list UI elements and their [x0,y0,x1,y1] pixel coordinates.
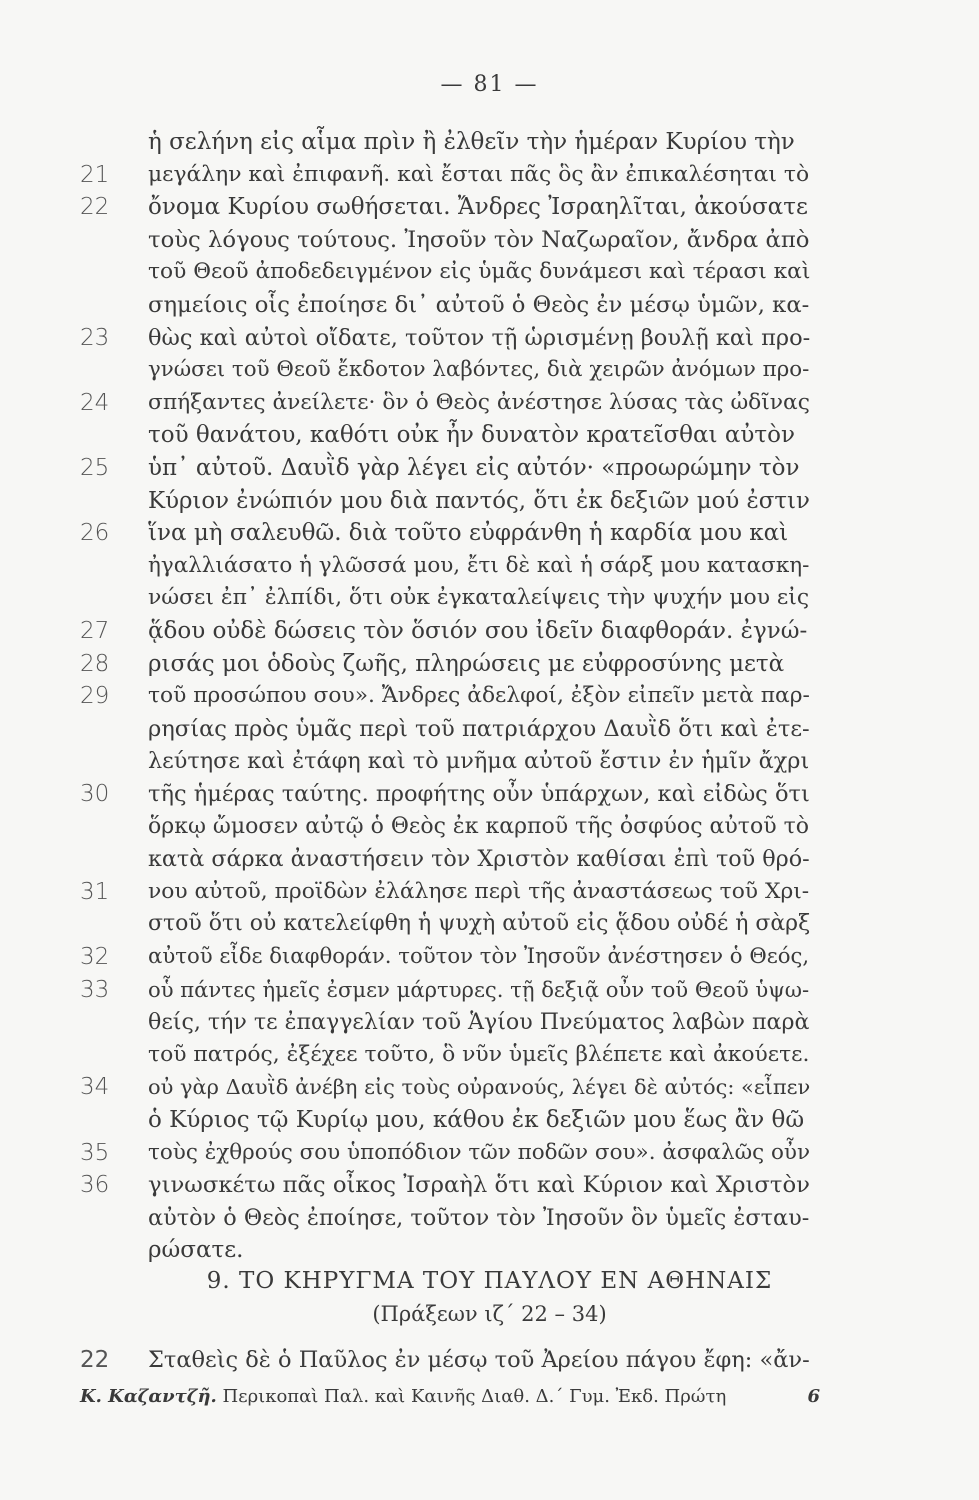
text-line: ὁ Κύριος τῷ Κυρίῳ μου, κάθου ἐκ δεξιῶν μου ἕως ἂν θῶ [148,1107,805,1133]
verse-number [80,417,124,453]
text-line: νώσει ἐπ᾿ ἐλπίδι, ὅτι οὐκ ἐγκαταλείψεις τὴν ψυχήν μου εἰς [148,585,810,611]
footer-title: Περικοπαὶ Παλ. καὶ Καινῆς Διαθ. Δ.΄ Γυμ. Ἐκδ. Πρώτη [222,1386,727,1407]
text-line: γινωσκέτω πᾶς οἶκος Ἰσραὴλ ὅτι καὶ Κύριον καὶ Χριστὸν [148,1172,810,1199]
verse-number [80,1232,124,1268]
verse-number: 29 [80,683,110,710]
text-line: θείς, τήν τε ἐπαγγελίαν τοῦ Ἁγίου Πνεύματος λαβὼν παρὰ [148,1009,810,1036]
text-line: αὐτοῦ εἶδε διαφθοράν. τοῦτον τὸν Ἰησοῦν ἀνέστησεν ὁ Θεός, [148,944,810,969]
section-reference: (Πράξεων ιζ΄ 22 – 34) [372,1302,607,1326]
verse-number: 22 [80,1347,110,1373]
text-line: μεγάλην καὶ ἐπιφανῆ. καὶ ἔσται πᾶς ὃς ἂν ἐπικαλέσηται τὸ [148,161,810,187]
text-line: οὗ πάντες ἡμεῖς ἐσμεν μάρτυρες. τῇ δεξιᾷ οὖν τοῦ Θεοῦ ὑψω- [148,976,810,1002]
text-line: τοὺς λόγους τούτους. Ἰησοῦν τὸν Ναζωραῖον, ἄνδρα ἀπὸ [148,226,810,253]
text-line: Κύριον ἐνώπιόν μου διὰ παντός, ὅτι ἐκ δεξιῶν μού ἐστιν [148,487,810,514]
text-line: κατὰ σάρκα ἀναστήσειν τὸν Χριστὸν καθίσαι ἐπὶ τοῦ θρό- [148,846,810,873]
text-line: Σταθεὶς δὲ ὁ Παῦλος ἐν μέσῳ τοῦ Ἀρείου πάγου ἔφη: «ἄν- [148,1347,810,1373]
text-line: στοῦ ὅτι οὐ κατελείφθη ἡ ψυχὴ αὐτοῦ εἰς ᾅδου οὐδέ ἡ σὰρξ [148,911,811,937]
verse-number [80,1102,124,1138]
verse-number [80,1037,124,1073]
verse-number [80,222,124,258]
verse-number [80,352,124,388]
footer [80,1386,820,1407]
text-line: θὼς καὶ αὐτοὶ οἴδατε, τοῦτον τῇ ὡρισμένῃ βουλῇ καὶ προ- [148,324,811,351]
text-line: γνώσει τοῦ Θεοῦ ἔκδοτον λαβόντες, διὰ χειρῶν ἀνόμων προ- [148,357,810,383]
section-heading: 9. ΤΟ ΚΗΡΥΓΜΑ ΤΟΥ ΠΑΥΛΟΥ ΕΝ ΑΘΗΝΑΙΣ [206,1268,773,1294]
text-line: τοῦ πατρός, ἐξέχεε τοῦτο, ὃ νῦν ὑμεῖς βλέπετε καὶ ἀκούετε. [148,1041,810,1067]
verse-number [80,548,124,584]
text-line: ἡ σελήνη εἰς αἷμα πρὶν ἢ ἐλθεῖν τὴν ἡμέραν Κυρίου τὴν [148,129,795,155]
verse-number: 35 [80,1139,110,1166]
verse-number [80,809,124,845]
verse-number: 33 [80,976,110,1003]
text-line: τοῦ προσώπου σου». Ἄνδρες ἀδελφοί, ἐξὸν εἰπεῖν μετὰ παρ- [148,683,810,709]
text-line: τοῦ Θεοῦ ἀποδεδειγμένον εἰς ὑμᾶς δυνάμεσι καὶ τέρασι καὶ [148,259,811,285]
text-line: αὐτὸν ὁ Θεὸς ἐποίησε, τοῦτον τὸν Ἰησοῦν ὃν ὑμεῖς ἐσταυ- [148,1204,810,1231]
text-line: σημείοις οἷς ἐποίησε δι᾿ αὐτοῦ ὁ Θεὸς ἐν μέσῳ ὑμῶν, κα- [148,292,810,318]
verse-number: 26 [80,520,110,547]
text-line: οὐ γὰρ Δαυῒδ ἀνέβη εἰς τοὺς οὐρανούς, λέγει δὲ αὐτός: «εἶπεν [148,1075,811,1100]
signature-mark: 6 [807,1386,820,1407]
verse-number: 32 [80,944,110,970]
text-line: ρισάς μοι ὁδοὺς ζωῆς, πληρώσεις με εὐφροσύνης μετὰ [148,650,785,677]
verse-number: 36 [80,1172,110,1199]
verse-number: 34 [80,1074,110,1101]
text-line: νου αὐτοῦ, προϊδὼν ἐλάλησε περὶ τῆς ἀναστάσεως τοῦ Χρι- [148,878,810,904]
text-line: ᾅδου οὐδὲ δώσεις τὸν ὅσιόν σου ἰδεῖν διαφθοράν. ἐγνώ- [148,618,808,644]
text-line: λεύτησε καὶ ἐτάφη καὶ τὸ μνῆμα αὐτοῦ ἔστιν ἐν ἡμῖν ἄχρι [148,748,810,775]
verse-number [80,1200,124,1236]
text-line: ὅρκῳ ὤμοσεν αὐτῷ ὁ Θεὸς ἐκ καρποῦ τῆς ὀσφύος αὐτοῦ τὸ [148,813,810,839]
verse-number [80,580,124,616]
page-number: — 81 — [440,72,539,97]
text-line: ὑπ᾿ αὐτοῦ. Δαυῒδ γὰρ λέγει εἰς αὐτόν· «προωρώμην τὸν [148,455,800,481]
verse-number [80,743,124,779]
verse-number: 22 [80,194,110,221]
verse-number: 23 [80,324,110,351]
text-line: ρώσατε. [148,1237,244,1264]
verse-number [80,711,124,747]
verse-number: 30 [80,781,110,807]
verse-number: 24 [80,389,110,416]
verse-number [80,287,124,323]
verse-number [80,841,124,877]
verse-number [80,906,124,942]
text-line: τῆς ἡμέρας ταύτης. προφήτης οὖν ὑπάρχων, καὶ εἰδὼς ὅτι [148,781,810,807]
verse-number: 21 [80,161,110,188]
verse-number: 28 [80,650,110,677]
text-line: ἠγαλλιάσατο ἡ γλῶσσά μου, ἔτι δὲ καὶ ἡ σάρξ μου κατασκη- [148,552,810,578]
text-line: ρησίας πρὸς ὑμᾶς περὶ τοῦ πατριάρχου Δαυῒδ ὅτι καὶ ἐτε- [148,715,810,742]
text-line: ὄνομα Κυρίου σωθήσεται. Ἄνδρες Ἰσραηλῖται, ἀκούσατε [148,194,808,221]
verse-number [80,1004,124,1040]
verse-number: 27 [80,618,110,644]
verse-number: 31 [80,878,110,905]
verse-number: 25 [80,455,110,481]
verse-number [80,483,124,519]
verse-number [80,254,124,290]
text-line: τοὺς ἐχθρούς σου ὑποπόδιον τῶν ποδῶν σου». ἀσφαλῶς οὖν [148,1139,811,1165]
footer-author: Κ. Καζαντζῆ. [80,1386,217,1407]
text-line: τοῦ θανάτου, καθότι οὐκ ἦν δυνατὸν κρατεῖσθαι αὐτὸν [148,422,795,449]
verse-number [80,124,124,160]
text-line: ἵνα μὴ σαλευθῶ. διὰ τοῦτο εὐφράνθη ἡ καρδία μου καὶ [148,520,789,547]
text-line: σπήξαντες ἀνείλετε· ὃν ὁ Θεὸς ἀνέστησε λύσας τὰς ὠδῖνας [148,389,810,415]
